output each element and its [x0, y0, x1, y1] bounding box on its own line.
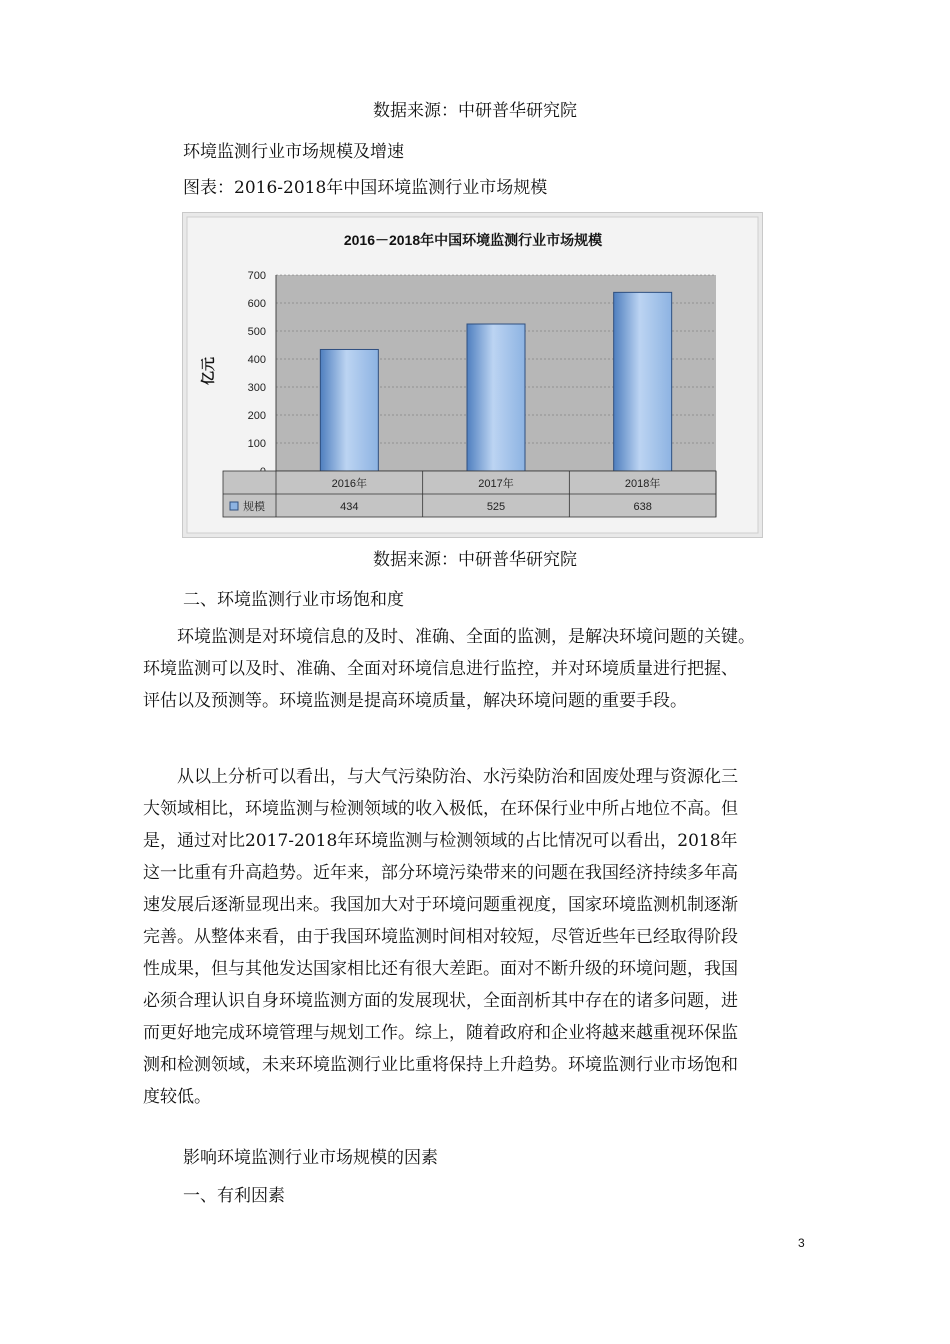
paragraph-2-line: 这一比重有升高趋势。近年来，部分环境污染带来的问题在我国经济持续多年高 — [143, 863, 738, 883]
y-tick-label: 300 — [247, 382, 266, 394]
paragraph-2-line: 是，通过对比2017-2018年环境监测与检测领域的占比情况可以看出，2018年 — [143, 831, 738, 851]
factors-heading: 影响环境监测行业市场规模的因素 — [183, 1148, 438, 1168]
paragraph-2-line: 从以上分析可以看出，与大气污染防治、水污染防治和固废处理与资源化三 — [177, 767, 738, 787]
x-tick-label: 2018年 — [624, 478, 661, 490]
paragraph-1-line: 评估以及预测等。环境监测是提高环境质量，解决环境问题的重要手段。 — [143, 691, 687, 711]
y-tick-label: 200 — [247, 410, 266, 422]
paragraph-1-line: 环境监测是对环境信息的及时、准确、全面的监测，是解决环境问题的关键。 — [177, 627, 755, 647]
bar — [467, 324, 525, 471]
source-note-bottom: 数据来源：中研普华研究院 — [373, 550, 577, 570]
paragraph-2-line: 度较低。 — [143, 1087, 211, 1107]
bar — [614, 292, 672, 471]
data-label: 434 — [340, 501, 359, 513]
paragraph-1-line: 环境监测可以及时、准确、全面对环境信息进行监控，并对环境质量进行把握、 — [143, 659, 738, 679]
figure-caption: 图表：2016-2018年中国环境监测行业市场规模 — [183, 178, 548, 198]
section-two-heading: 二、环境监测行业市场饱和度 — [183, 590, 404, 610]
data-label: 638 — [633, 501, 652, 513]
y-tick-label: 100 — [247, 438, 266, 450]
paragraph-2-line: 大领域相比，环境监测与检测领域的收入极低，在环保行业中所占地位不高。但 — [143, 799, 738, 819]
legend-swatch — [230, 502, 238, 510]
paragraph-1 — [143, 621, 810, 717]
x-tick-label: 2017年 — [478, 478, 514, 490]
bar-chart-svg — [183, 213, 762, 537]
paragraph-2-line: 测和检测领域，未来环境监测行业比重将保持上升趋势。环境监测行业市场饱和 — [143, 1055, 738, 1075]
bar-chart — [182, 212, 763, 538]
y-tick-label: 500 — [247, 326, 266, 338]
y-tick-label: 400 — [247, 354, 266, 366]
paragraph-2-line: 必须合理认识自身环境监测方面的发展现状，全面剖析其中存在的诸多问题，进 — [143, 991, 738, 1011]
y-axis-label: 亿元 — [200, 357, 216, 385]
page-number: 3 — [798, 1236, 805, 1250]
source-note-top: 数据来源：中研普华研究院 — [373, 101, 577, 121]
bar — [320, 349, 378, 471]
paragraph-2 — [143, 761, 810, 1113]
paragraph-2-line: 性成果，但与其他发达国家相比还有很大差距。面对不断升级的环境问题，我国 — [143, 959, 738, 979]
subheading: 环境监测行业市场规模及增速 — [183, 142, 404, 162]
paragraph-2-line: 完善。从整体来看，由于我国环境监测时间相对较短，尽管近些年已经取得阶段 — [143, 927, 738, 947]
legend-label: 规模 — [243, 501, 265, 513]
paragraph-2-line: 速发展后逐渐显现出来。我国加大对于环境问题重视度，国家环境监测机制逐渐 — [143, 895, 738, 915]
favorable-heading: 一、有利因素 — [183, 1186, 285, 1206]
paragraph-2-line: 而更好地完成环境管理与规划工作。综上，随着政府和企业将越来越重视环保监 — [143, 1023, 738, 1043]
x-tick-label: 2016年 — [331, 478, 368, 490]
data-label: 525 — [486, 501, 506, 513]
y-tick-label: 600 — [247, 298, 266, 310]
y-tick-label: 700 — [247, 270, 266, 282]
chart-title: 2016－2018年中国环境监测行业市场规模 — [343, 232, 603, 248]
